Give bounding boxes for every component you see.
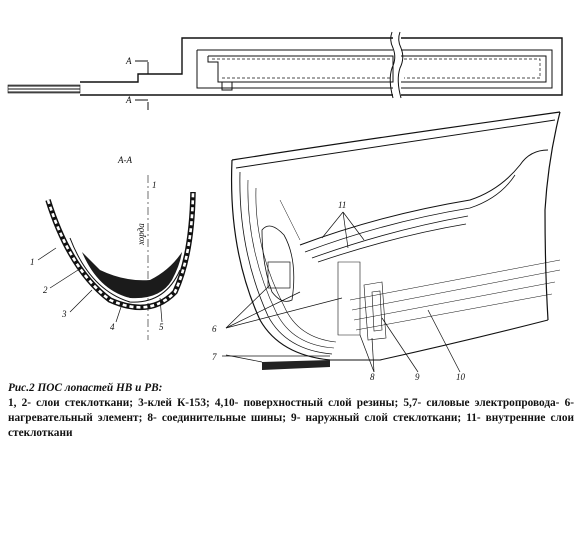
plan-view [8,32,562,110]
section-mark-bottom: А [126,95,132,105]
perspective-view [212,112,560,380]
section-mark-top: А [126,56,132,66]
label-11: 11 [338,200,347,210]
section-number-3: 3 [62,309,67,319]
section-number-5: 5 [159,322,164,332]
section-number-1: 1 [30,257,35,267]
label-6: 6 [212,324,217,334]
section-title: А-А [118,155,132,165]
label-7: 7 [212,352,217,362]
label-8: 8 [370,372,375,380]
section-number-2: 2 [43,285,48,295]
section-view [30,155,193,340]
caption-body: 1, 2- слои стеклоткани; 3-клей К-153; 4,10- поверхностный слой резины; 5,7- силовые электропровода- 6- нагревательный элемент; 8- соединительные шины; 9- наружный слой стеклоткани; 11- внутренние слои стеклоткани [8,397,574,439]
figure-caption [8,381,574,441]
axis-label: 1 [152,180,157,190]
chord-label: хорда [136,223,146,245]
section-number-4: 4 [110,322,115,332]
label-9: 9 [415,372,420,380]
caption-title: Рис.2 ПОС лопастей НВ и РВ: [8,382,163,394]
label-10: 10 [456,372,465,380]
